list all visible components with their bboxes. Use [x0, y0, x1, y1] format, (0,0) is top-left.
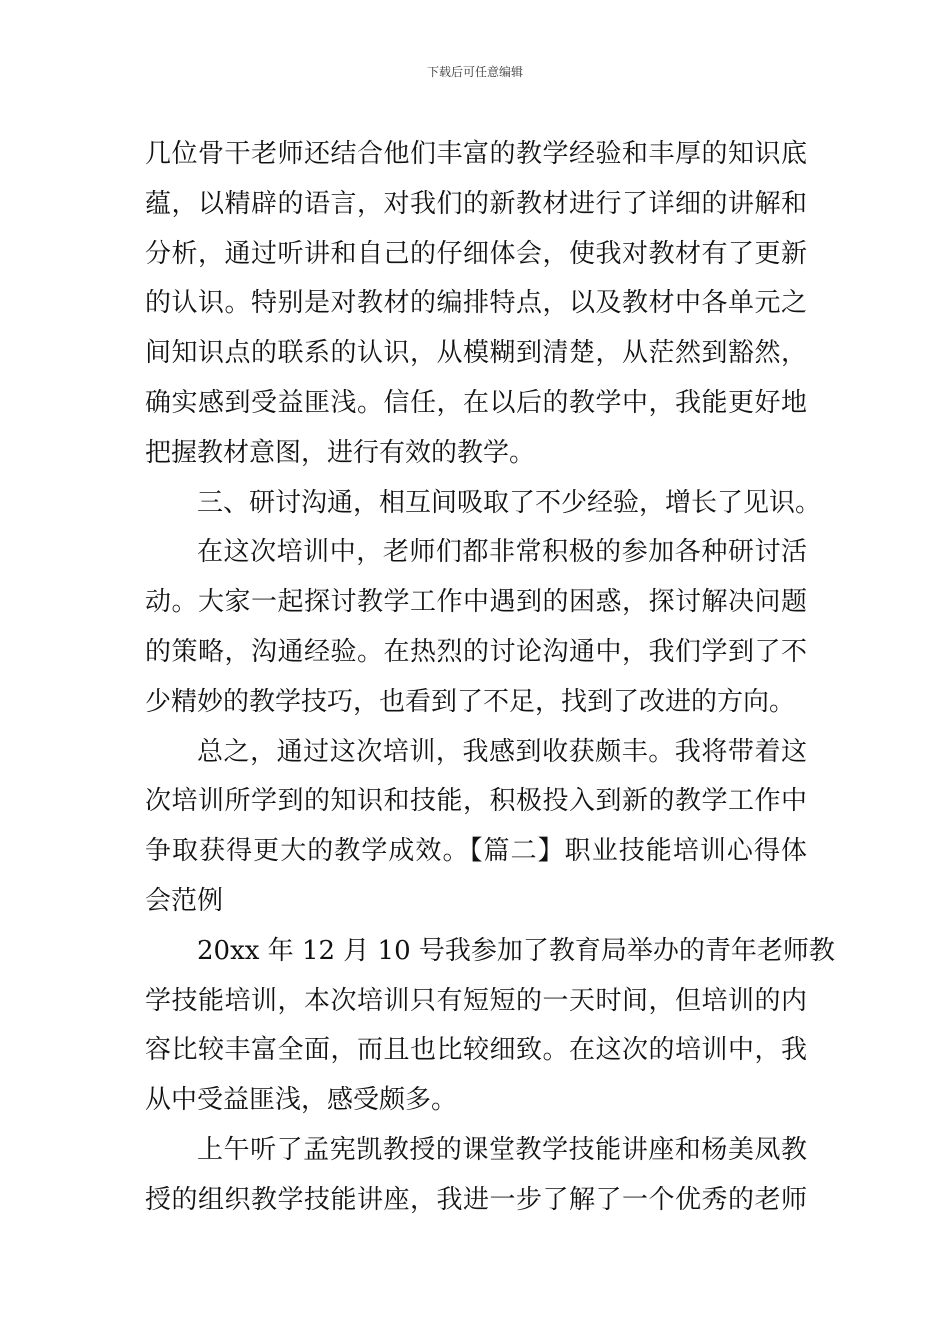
paragraph-1	[145, 130, 807, 479]
text-line: 把握教材意图，进行有效的教学。	[145, 437, 536, 468]
page-header: 下载后可任意编辑	[426, 65, 523, 79]
paragraph-2	[145, 479, 822, 529]
text-line: 20xx 年 12 月 10 号我参加了教育局举办的青年老师教	[197, 935, 835, 966]
text-line: 从中受益匪浅，感受颇多。	[145, 1085, 458, 1116]
text-line: 争取获得更大的教学成效。【篇二】职业技能培训心得体	[145, 836, 807, 867]
text-line: 分析，通过听讲和自己的仔细体会，使我对教材有了更新	[145, 238, 807, 269]
paragraph-5	[145, 927, 835, 1126]
document-body	[145, 130, 835, 1226]
text-line: 动。大家一起探讨教学工作中遇到的困惑，探讨解决问题	[145, 587, 807, 618]
paragraph-4	[145, 728, 807, 927]
text-line: 次培训所学到的知识和技能，积极投入到新的教学工作中	[145, 786, 807, 817]
paragraph-6	[145, 1126, 807, 1226]
text-line: 蕴，以精辟的语言，对我们的新教材进行了详细的讲解和	[145, 188, 807, 219]
text-line: 的策略，沟通经验。在热烈的讨论沟通中，我们学到了不	[145, 636, 807, 667]
text-line: 容比较丰富全面，而且也比较细致。在这次的培训中，我	[145, 1035, 807, 1066]
text-line: 授的组织教学技能讲座，我进一步了解了一个优秀的老师	[145, 1184, 807, 1215]
text-line: 会范例	[145, 885, 224, 916]
text-line: 间知识点的联系的认识，从模糊到清楚，从茫然到豁然，	[145, 338, 807, 369]
text-line: 几位骨干老师还结合他们丰富的教学经验和丰厚的知识底	[145, 139, 807, 169]
text-line: 上午听了孟宪凯教授的课堂教学技能讲座和杨美凤教	[197, 1134, 807, 1165]
paragraph-3	[145, 528, 807, 727]
text-line: 总之，通过这次培训，我感到收获颇丰。我将带着这	[197, 736, 807, 767]
text-line: 学技能培训，本次培训只有短短的一天时间，但培训的内	[145, 985, 807, 1016]
text-line: 确实感到受益匪浅。信任，在以后的教学中，我能更好地	[145, 387, 807, 418]
text-line: 在这次培训中，老师们都非常积极的参加各种研讨活	[197, 537, 807, 568]
section-heading-3: 三、研讨沟通，相互间吸取了不少经验，增长了见识。	[197, 487, 822, 518]
text-line: 的认识。特别是对教材的编排特点，以及教材中各单元之	[145, 288, 807, 319]
text-line: 少精妙的教学技巧，也看到了不足，找到了改进的方向。	[145, 686, 796, 717]
